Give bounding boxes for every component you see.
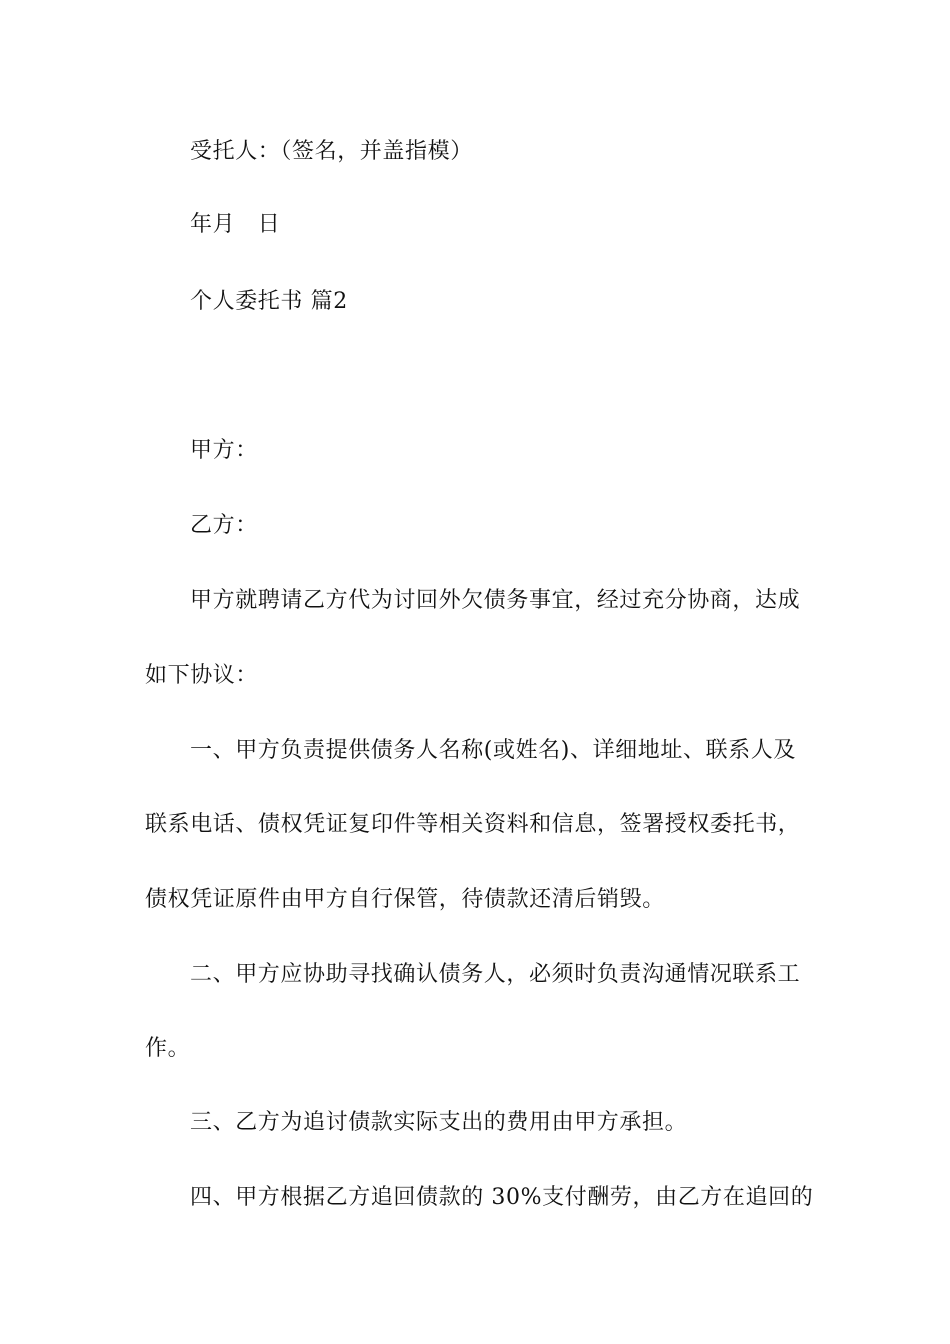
preamble-line-1: 甲方就聘请乙方代为讨回外欠债务事宜，经过充分协商，达成 (190, 588, 801, 613)
date-line: 年月 日 (190, 212, 281, 237)
preamble-line-2: 如下协议： (145, 663, 259, 688)
trustee-signature-line: 受托人：（签名，并盖指模） (190, 139, 473, 164)
clause-1-line-2: 联系电话、债权凭证复印件等相关资料和信息，签署授权委托书， (145, 812, 801, 837)
section-heading: 个人委托书 篇2 (190, 289, 348, 314)
clause-2-line-2: 作。 (145, 1036, 191, 1061)
clause-1-line-3: 债权凭证原件由甲方自行保管，待债款还清后销毁。 (145, 887, 665, 912)
clause-2-line-1: 二、甲方应协助寻找确认债务人，必须时负责沟通情况联系工 (190, 962, 801, 987)
clause-1-line-1: 一、甲方负责提供债务人名称(或姓名)、详细地址、联系人及 (190, 738, 796, 763)
party-a-line: 甲方： (190, 438, 258, 463)
clause-3-line: 三、乙方为追讨债款实际支出的费用由甲方承担。 (190, 1110, 688, 1135)
party-b-line: 乙方： (190, 513, 258, 538)
clause-4-line-1: 四、甲方根据乙方追回债款的 30%支付酬劳，由乙方在追回的 (190, 1185, 814, 1210)
